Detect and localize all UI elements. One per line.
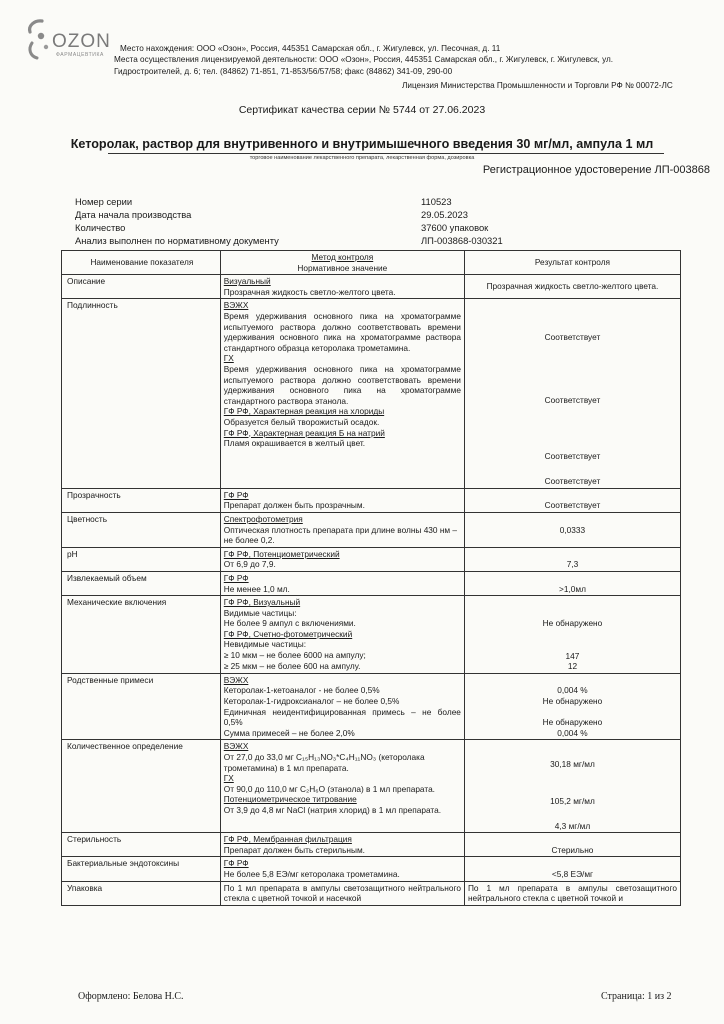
footer-page-number: Страница: 1 из 2 — [601, 991, 672, 1002]
row-name: Родственные примеси — [62, 673, 221, 740]
header-result: Результат контроля — [464, 251, 680, 275]
qty-label: Количество — [75, 222, 126, 233]
row-name: Описание — [62, 275, 221, 299]
row-method — [220, 512, 464, 547]
row-name: Извлекаемый объем — [62, 571, 221, 595]
logo-wordmark: OZON — [52, 31, 111, 52]
product-note: торговое наименование лекарственного препарата, лекарственная форма, дозировка — [249, 155, 475, 161]
row-result: Соответствует — [464, 488, 680, 512]
norm-value: От 3,9 до 4,8 мг NaCl (натрия хлорид) в 1 мл препарата. — [223, 805, 442, 815]
doc-value: ЛП-003868-030321 — [421, 235, 503, 246]
result-value: Не обнаружено — [542, 717, 603, 728]
method-name: ГФ РФ, Счетно-фотометрический — [223, 628, 353, 639]
row-result: Прозрачная жидкость светло-желтого цвета. — [464, 275, 680, 299]
row-method — [220, 833, 464, 857]
row-method — [220, 488, 464, 512]
table-row — [62, 857, 681, 881]
norm-value: ≥ 25 мкм – не более 600 на ампулу. — [223, 660, 361, 671]
norm-value: Кеторолак-1-гидроксианалог – не более 0,5% — [223, 696, 400, 707]
result-value: 0,004 % — [557, 685, 588, 696]
header-method — [220, 251, 464, 275]
norm-value: От 27,0 до 33,0 мг C₁₅H₁₃NO₃*C₄H₁₁NO₃ (кеторолака трометамина) в 1 мл препарата. — [223, 752, 425, 773]
norm-value: Сумма примесей – не более 2,0% — [223, 727, 355, 738]
row-name: Бактериальные эндотоксины — [62, 857, 221, 881]
table-row — [62, 512, 681, 547]
result-value: 30,18 мг/мл — [550, 759, 595, 770]
row-result: <5,8 ЕЭ/мг — [464, 857, 680, 881]
table-row — [62, 299, 681, 488]
batch-label: Номер серии — [75, 196, 133, 207]
norm-value: Время удерживания основного пика на хроматограмме испытуемого раствора должно соответствовать времени удерживания основного пика на хроматограмме раствора стандартного образца кеторолака трометамина. — [223, 310, 461, 353]
norm-value: Время удерживания основного пика на хроматограмме испытуемого раствора должно соответствовать времени удерживания основного пика на хроматограмме стандартного раствора этанола. — [223, 363, 461, 406]
row-method — [220, 275, 464, 299]
certificate-title: Сертификат качества серии № 5744 от 27.06.2023 — [238, 104, 486, 116]
norm-value: От 6,9 до 7,9. — [223, 559, 276, 570]
method-name: Визуальный — [223, 276, 271, 287]
header-contacts: Гидростроителей, д. 6; тел. (84862) 71-851, 71-853/56/57/58; факс (84862) 341-09, 290-00 — [114, 67, 453, 76]
row-result: Стерильно — [464, 833, 680, 857]
method-name: ГФ РФ — [223, 489, 249, 500]
quality-table — [61, 250, 681, 906]
norm-value: Не более 5,8 ЕЭ/мг кеторолака трометамина. — [223, 869, 400, 879]
row-method — [220, 740, 464, 833]
header-license-places: Места осуществления лицензируемой деятельности: ООО «Озон», Россия, 445351 Самарская обл., г. Жигулевск, г. Жигулевск, ул. — [114, 55, 614, 64]
method-name: ГФ РФ — [223, 858, 249, 869]
norm-value: Видимые частицы: — [223, 607, 297, 618]
header-license: Лицензия Министерства Промышленности и Торговли РФ № 00072-ЛС — [402, 81, 673, 90]
norm-value: Препарат должен быть прозрачным. — [223, 500, 365, 511]
row-result — [464, 673, 680, 740]
logo-subtitle: ФАРМАЦЕВТИКА — [56, 52, 104, 58]
row-method — [220, 547, 464, 571]
norm-value: Пламя окрашивается в желтый цвет. — [223, 438, 366, 449]
norm-value: Образуется белый творожистый осадок. — [223, 416, 380, 427]
row-name: Цветность — [62, 512, 221, 547]
method-name: ГФ РФ — [223, 572, 249, 583]
table-row — [62, 833, 681, 857]
row-result — [464, 299, 680, 488]
method-name: ГФ РФ, Визуальный — [223, 597, 301, 608]
norm-value: Прозрачная жидкость светло-желтого цвета. — [223, 286, 396, 297]
row-method — [220, 673, 464, 740]
norm-value: Не менее 1,0 мл. — [223, 583, 290, 594]
norm-value: От 90,0 до 110,0 мг C₂H₆O (этанола) в 1 мл препарата. — [223, 783, 435, 794]
table-header-row — [62, 251, 681, 275]
method-name: ГХ — [223, 773, 234, 784]
row-result: 0,0333 — [464, 512, 680, 547]
norm-value: Не более 9 ампул с включениями. — [223, 618, 356, 629]
table-row — [62, 275, 681, 299]
result-value: 0,004 % — [557, 727, 588, 738]
row-name: Механические включения — [62, 596, 221, 674]
row-name: Прозрачность — [62, 488, 221, 512]
row-name: Подлинность — [62, 299, 221, 488]
registration-number: Регистрационное удостоверение ЛП-003868 — [482, 164, 710, 176]
table-row — [62, 547, 681, 571]
header-indicator: Наименование показателя — [62, 251, 221, 275]
header-address: Место нахождения: ООО «Озон», Россия, 445351 Самарская обл., г. Жигулевск, ул. Песочная, д. 11 — [120, 44, 501, 53]
qty-value: 37600 упаковок — [421, 222, 489, 233]
norm-value: Единичная неидентифицированная примесь – не более 0,5% — [223, 706, 461, 728]
table-row — [62, 740, 681, 833]
method-name: ГФ РФ, Характерная реакция на хлориды — [223, 406, 385, 417]
doc-label: Анализ выполнен по нормативному документу — [75, 235, 279, 246]
result-value: Соответствует — [544, 394, 601, 405]
table-row — [62, 488, 681, 512]
method-name: ГФ РФ, Характерная реакция Б на натрий — [223, 427, 385, 438]
norm-value: ≥ 10 мкм – не более 6000 на ампулу; — [223, 650, 366, 661]
result-value: Не обнаружено — [542, 618, 603, 629]
result-value: 12 — [567, 661, 578, 672]
method-name: ГХ — [223, 353, 234, 364]
table-row — [62, 596, 681, 674]
table-row — [62, 881, 681, 905]
result-value: Соответствует — [544, 450, 601, 461]
norm-value: Препарат должен быть стерильным. — [223, 844, 365, 855]
result-value: 105,2 мг/мл — [550, 796, 595, 807]
method-name: ВЭЖХ — [223, 674, 249, 685]
date-label: Дата начала производства — [75, 209, 192, 220]
norm-value: Кеторолак-1-кетоаналог - не более 0,5% — [223, 685, 380, 696]
method-name: Потенциометрическое титрование — [223, 794, 357, 805]
row-result — [464, 740, 680, 833]
product-underline — [108, 153, 664, 154]
table-row — [62, 571, 681, 595]
date-value: 29.05.2023 — [421, 209, 468, 220]
result-value: 147 — [565, 650, 580, 661]
method-name: ГФ РФ, Потенциометрический — [223, 548, 340, 559]
header-norm-label: Нормативное значение — [297, 262, 388, 273]
row-name: Упаковка — [62, 881, 221, 905]
row-result: >1,0мл — [464, 571, 680, 595]
method-name: Спектрофотометрия — [223, 513, 303, 524]
batch-value: 110523 — [421, 196, 452, 207]
header-method-label: Метод контроля — [311, 252, 374, 262]
row-result: По 1 мл препарата в ампулы светозащитного нейтрального стекла с цветной точкой и — [464, 881, 680, 905]
row-method — [220, 596, 464, 674]
table-row — [62, 673, 681, 740]
row-result: 7,3 — [464, 547, 680, 571]
method-name: ВЭЖХ — [223, 741, 249, 752]
row-method — [220, 299, 464, 488]
norm-value: Оптическая плотность препарата при длине волны 430 нм – не более 0,2. — [223, 524, 458, 546]
row-name: Количественное определение — [62, 740, 221, 833]
product-name: Кеторолак, раствор для внутривенного и внутримышечного введения 30 мг/мл, ампула 1 мл — [70, 137, 654, 151]
row-method — [220, 857, 464, 881]
result-value: Не обнаружено — [542, 696, 603, 707]
method-name: ВЭЖХ — [223, 300, 249, 311]
result-value: Соответствует — [544, 476, 601, 487]
row-method — [220, 571, 464, 595]
footer-prepared-by: Оформлено: Белова Н.С. — [78, 991, 184, 1002]
row-name: pH — [62, 547, 221, 571]
row-result — [464, 596, 680, 674]
result-value: Соответствует — [544, 332, 601, 343]
ozon-logo-icon — [22, 16, 56, 62]
row-name: Стерильность — [62, 833, 221, 857]
method-name: ГФ РФ, Мембранная фильтрация — [223, 834, 352, 845]
norm-value: Невидимые частицы: — [223, 639, 307, 650]
row-method: По 1 мл препарата в ампулы светозащитного нейтрального стекла с цветной точкой и насечкой — [220, 881, 464, 905]
result-value: 4,3 мг/мл — [554, 820, 591, 831]
